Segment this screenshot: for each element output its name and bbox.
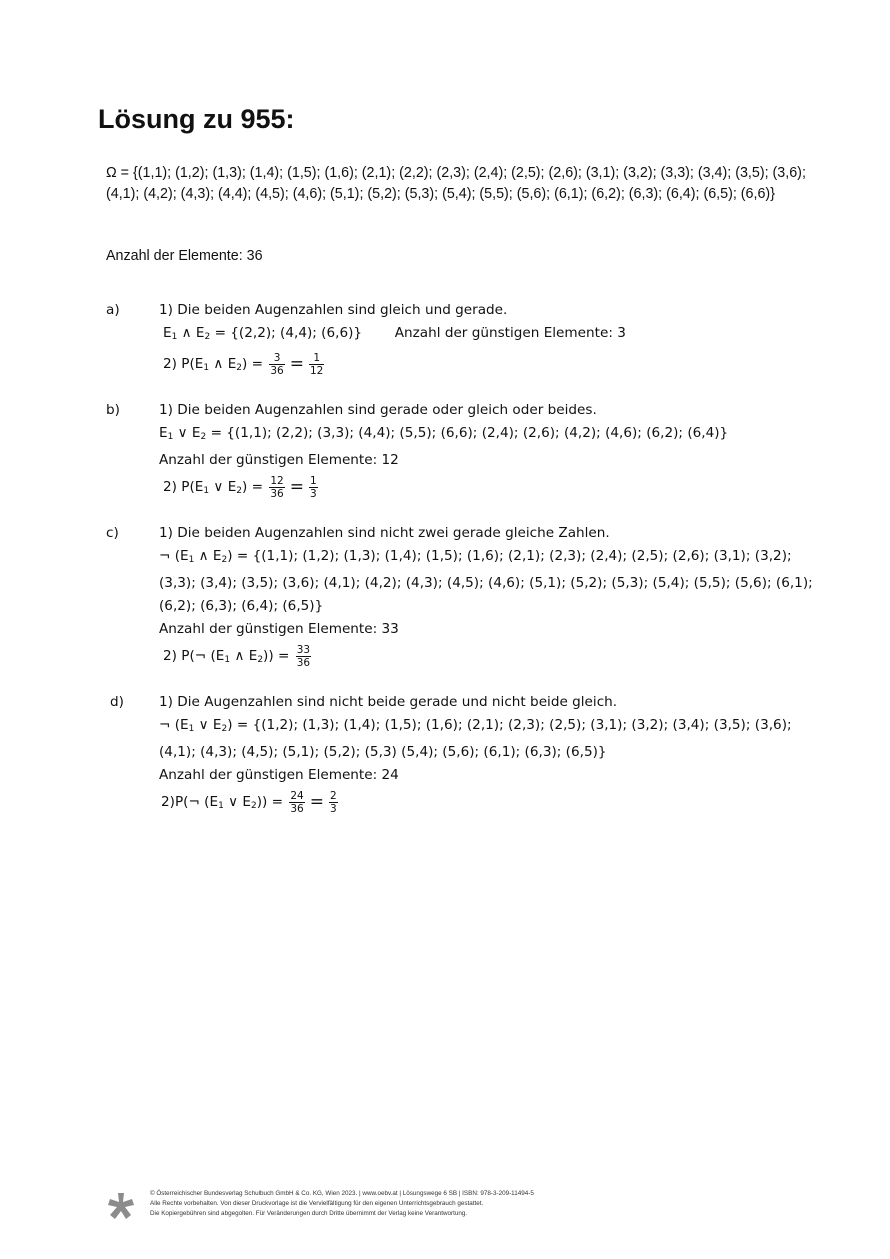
fraction: $\frac{3}{36}$	[270, 351, 284, 377]
fraction: $\frac{1}{12}$	[310, 351, 324, 377]
probability: 2) $P(E_1$ ∧ $E_2$) = $\frac{3}{36}$ = $\frac{1}{12}$	[163, 351, 324, 377]
fraction: $\frac{1}{3}$	[310, 474, 317, 500]
favorable-count: Anzahl der günstigen Elemente: 3	[394, 325, 626, 341]
fraction: $\frac{2}{3}$	[330, 789, 337, 815]
favorable-count: Anzahl der günstigen Elemente: 24	[159, 767, 399, 783]
fraction: $\frac{12}{36}$	[270, 474, 284, 500]
event-set: $E_1$ ∨ $E_2 = \{(1,1)$; (2,2); (3,3); (4,4); (5,5); (6,6); (2,4); (2,6); (4,2); (4,6); (6,2); (6,4)}	[159, 425, 729, 442]
rights-line: Alle Rechte vorbehalten. Von dieser Druckvorlage ist die Vervielfältigung für den eigenen Unterrichtsgebrauch gestattet.	[150, 1200, 484, 1207]
copyright-line: © Österreichischer Bundesverlag Schulbuch GmbH & Co. KG, Wien 2023. | www.oebv.at | Lösungswege 6 SB | ISBN: 978-3-209-11494-5	[150, 1190, 534, 1197]
fraction: $\frac{24}{36}$	[290, 789, 304, 815]
part-statement: 1) Die beiden Augenzahlen sind gerade oder gleich oder beides.	[159, 402, 597, 418]
publisher-logo-icon	[106, 1191, 136, 1221]
page-title: Lösung zu 955:	[98, 104, 295, 134]
probability: 2) P(¬ ($E_1$ ∧ $E_2$)) = $\frac{33}{36}$	[163, 643, 311, 669]
part-letter: a)	[106, 302, 120, 318]
part-statement: 1) Die Augenzahlen sind nicht beide gerade und nicht beide gleich.	[159, 694, 618, 710]
element-count: Anzahl der Elemente: 36	[106, 248, 263, 264]
part-statement: 1) Die beiden Augenzahlen sind nicht zwei gerade gleiche Zahlen.	[159, 525, 610, 541]
sample-space: Ω = {(1,1); (1,2); (1,3); (1,4); (1,5); (1,6); (2,1); (2,2); (2,3); (2,4); (2,5); (2,6); (3,1); (3,2); (3,3); (3,4); (3,5); (3,6); (4,1); (4,2); (4,3); (4,4); (4,5); (4,6); (5,1); (5,2); (5,3); (5,4); (5,5); (5,6); (6,1); (6,2); (6,3); (6,4); (6,5); (6,6)}	[106, 165, 806, 202]
favorable-count: Anzahl der günstigen Elemente: 12	[159, 452, 399, 468]
event-set: ¬ ($E_1$ ∨ $E_2) = \{(1,2)$; (1,3); (1,4); (1,5); (1,6); (2,1); (2,3); (2,5); (3,1); (3,2); (3,4); (3,5); (3,6); (4,1); (4,3); (4,5); (5,1); (5,2); (5,3) (5,4); (5,6); (6,1); (6,3); (6,5)}	[159, 717, 792, 760]
footer-text	[150, 1189, 534, 1219]
fraction: $\frac{33}{36}$	[296, 643, 311, 669]
probability: 2) $P(E_1$ ∨ $E_2$) = $\frac{12}{36}$ = $\frac{1}{3}$	[163, 474, 317, 500]
probability: 2)P(¬ ($E_1$ ∨ $E_2$)) = $\frac{24}{36}$ = $\frac{2}{3}$	[161, 789, 337, 815]
part-letter: d)	[110, 694, 124, 710]
fees-line: Die Kopiergebühren sind abgegolten. Für Veränderungen durch Dritte übernimmt der Verlag keine Verantwortung.	[150, 1210, 468, 1217]
event-set: $E_1$ ∧ $E_2 = \{(2,2)$; (4,4); (6,6)} Anzahl der günstigen Elemente: 3	[163, 325, 626, 342]
part-letter: b)	[106, 402, 120, 418]
favorable-count: Anzahl der günstigen Elemente: 33	[159, 621, 399, 637]
part-statement: 1) Die beiden Augenzahlen sind gleich und gerade.	[159, 302, 508, 318]
part-letter: c)	[106, 525, 119, 541]
event-set: ¬ ($E_1$ ∧ $E_2) = \{(1,1)$; (1,2); (1,3); (1,4); (1,5); (1,6); (2,1); (2,3); (2,4); (2,5); (2,6); (3,1); (3,2); (3,3); (3,4); (3,5); (3,6); (4,1); (4,2); (4,3); (4,5); (4,6); (5,1); (5,2); (5,3); (5,4); (5,5); (5,6); (6,1); (6,2); (6,3); (6,4); (6,5)}	[159, 548, 813, 614]
